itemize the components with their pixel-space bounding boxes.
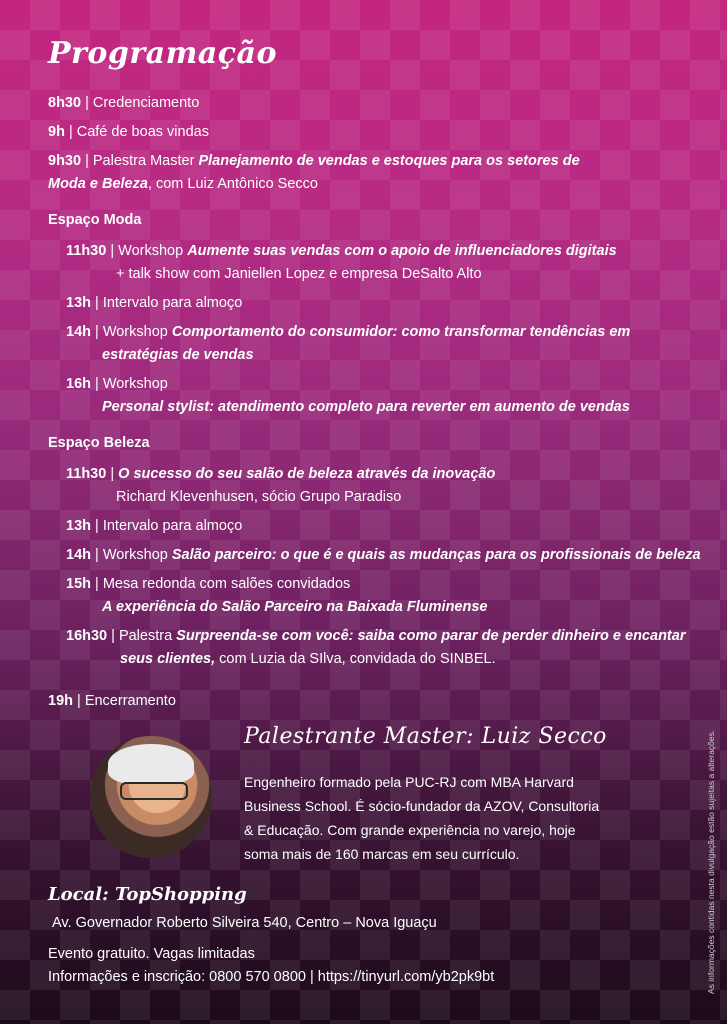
moda-item-4-cont: Personal stylist: atendimento completo para reverter em aumento de vendas [102, 399, 630, 415]
beleza-item-4: 15h | Mesa redonda com salões convidados [66, 576, 351, 592]
moda-item-1: 11h30 | Workshop Aumente suas vendas com o apoio de influenciadores digitais [66, 243, 617, 259]
contact-info: Informações e inscrição: 0800 570 0800 | https://tinyurl.com/yb2pk9bt [48, 969, 495, 985]
schedule-item-cafe: 9h | Café de boas vindas [48, 124, 209, 140]
speaker-bio: Engenheiro formado pela PUC-RJ com MBA Harvard Business School. É sócio-fundador da AZOV, Consultoria & Educação. Com grande experiência no varejo, hoje soma mais de 160 marcas em seu currículo. [244, 774, 600, 862]
local-address: Av. Governador Roberto Silveira 540, Centro – Nova Iguaçu [52, 915, 437, 931]
moda-item-3: 14h | Workshop Comportamento do consumidor: como transformar tendências em [66, 324, 631, 340]
section-heading-beleza: Espaço Beleza [48, 435, 150, 451]
moda-item-4: 16h | Workshop [66, 376, 168, 392]
speaker-avatar [90, 736, 212, 858]
schedule-item-encerramento: 19h | Encerramento [48, 693, 176, 709]
moda-item-3-cont: estratégias de vendas [102, 347, 254, 363]
schedule-item-palestra-cont: Moda e Beleza, com Luiz Antônico Secco [48, 176, 318, 192]
speaker-title: Palestrante Master: Luiz Secco [244, 724, 607, 749]
page-title: Programação [48, 36, 277, 71]
beleza-item-5: 16h30 | Palestra Surpreenda-se com você: saiba como parar de perder dinheiro e encantar [66, 628, 686, 644]
beleza-item-5-cont: seus clientes, com Luzia da SIlva, convidada do SINBEL. [120, 651, 496, 667]
schedule-item-credenciamento: 8h30 | Credenciamento [48, 95, 200, 111]
schedule-item-palestra: 9h30 | Palestra Master Planejamento de vendas e estoques para os setores de [48, 153, 580, 169]
beleza-item-4-cont: A experiência do Salão Parceiro na Baixada Fluminense [102, 599, 488, 615]
section-heading-moda: Espaço Moda [48, 212, 142, 228]
beleza-item-2: 13h | Intervalo para almoço [66, 518, 243, 534]
moda-item-2: 13h | Intervalo para almoço [66, 295, 243, 311]
event-free-note: Evento gratuito. Vagas limitadas [48, 946, 255, 962]
beleza-item-3: 14h | Workshop Salão parceiro: o que é e quais as mudanças para os profissionais de beleza [66, 547, 701, 563]
beleza-item-1-sub: Richard Klevenhusen, sócio Grupo Paradiso [116, 489, 402, 505]
disclaimer: As informações contidas nesta divulgação estão sujeitas a alterações. [706, 729, 716, 994]
moda-item-1-sub: + talk show com Janiellen Lopez e empresa DeSalto Alto [116, 266, 482, 282]
beleza-item-1: 11h30 | O sucesso do seu salão de beleza através da inovação [66, 466, 496, 482]
local-title: Local: TopShopping [48, 884, 247, 905]
